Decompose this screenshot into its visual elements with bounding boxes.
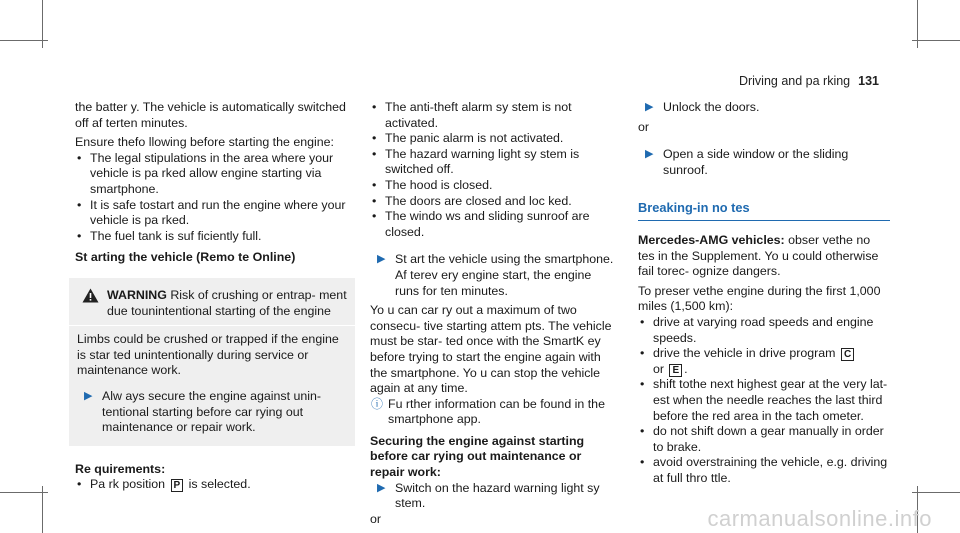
page-header xyxy=(739,74,879,90)
step-arrow-icon: ▶ xyxy=(377,481,386,494)
section-label: Driving and pa rking xyxy=(738,74,851,88)
list-item: • The anti-theft alarm sy stem is not activated. xyxy=(370,100,618,131)
column-2 xyxy=(370,100,618,527)
watermark: carmanualsonline.info xyxy=(707,506,932,532)
step-text: St art the vehicle using the smartphone. Af terev ery engine start, the engine runs for ten minutes. xyxy=(395,252,614,298)
warning-box xyxy=(69,278,355,446)
requirements-label: Re quirements: xyxy=(75,461,166,476)
list-item: • drive at varying road speeds and engine speeds. xyxy=(638,315,890,346)
list-item: • avoid overstraining the vehicle, e.g. driving at full thro ttle. xyxy=(638,455,890,486)
or-text: or xyxy=(638,119,650,134)
warning-step-text: Alw ays secure the engine against unin‐ tentional starting before car rying out maintenance or repair work. xyxy=(102,388,322,435)
requirements-suffix: is selected. xyxy=(188,477,251,492)
step xyxy=(370,481,618,512)
requirements-text: Pa rk position xyxy=(90,477,166,492)
warning-body: Limbs could be crushed or trapped if the engine is star ted unintentionally during service or maintenance work. xyxy=(77,332,339,378)
warning-divider xyxy=(69,325,355,326)
list-item: • The fuel tank is suf ficiently full. xyxy=(75,229,351,245)
section-title: Breaking-in no tes xyxy=(638,200,890,221)
drive-or-text: or xyxy=(653,361,665,376)
list-item: • The hazard warning light sy stem is switched off. xyxy=(370,147,618,178)
step xyxy=(638,100,890,116)
list-item: • drive the vehicle in drive program C or E . xyxy=(638,346,890,377)
step-text: Switch on the hazard warning light sy stem. xyxy=(395,480,600,511)
subheading: Securing the engine against starting before car rying out maintenance or repair work: xyxy=(370,433,585,480)
info-icon: ⓘ xyxy=(371,396,384,411)
crop-mark xyxy=(0,492,48,493)
list-item: • The panic alarm is not activated. xyxy=(370,131,618,147)
step xyxy=(370,252,618,299)
step-arrow-icon: ▶ xyxy=(645,101,654,113)
step-arrow-icon: ▶ xyxy=(645,148,654,161)
drive-program-text: drive the vehicle in drive program xyxy=(653,346,836,361)
preserve-text: To preser vethe engine during the first 1,000 miles (1,500 km): xyxy=(638,283,881,314)
step-arrow-icon: ▶ xyxy=(84,389,93,402)
drive-program-e-icon: E xyxy=(669,364,682,377)
page-number: 131 xyxy=(858,74,879,88)
step-text: Open a side window or the sliding sunroof. xyxy=(663,147,849,177)
list-item: • do not shift down a gear manually in order to brake. xyxy=(638,424,890,455)
list-item: • shift tothe next highest gear at the very lat‐ est when the needle reaches the last third before the red area in the tach ometer. xyxy=(638,377,890,424)
or-text: or xyxy=(370,511,382,526)
crop-mark xyxy=(0,40,48,41)
warning-step xyxy=(77,389,347,436)
lead-bold: Mercedes-AMG vehicles: xyxy=(638,232,785,247)
crop-mark xyxy=(42,486,43,533)
step xyxy=(638,147,890,178)
ensure-label: Ensure thefo llowing before starting the engine: xyxy=(75,135,334,150)
list-item: • The hood is closed. xyxy=(370,178,618,194)
drive-program-c-icon: C xyxy=(841,348,854,361)
list-item: • It is safe tostart and run the engine where your vehicle is pa rked. xyxy=(75,198,351,229)
warning-triangle-icon xyxy=(82,288,99,308)
list-item: • The legal stipulations in the area where your vehicle is pa rked allow engine starting via smartphone. xyxy=(75,151,351,198)
lead-text: obser vethe no tes in the Supplement. Yo u could otherwise fail torec‐ ognize dangers. xyxy=(638,232,879,279)
column-3 xyxy=(638,100,890,486)
list-item xyxy=(75,477,351,493)
step-text: Unlock the doors. xyxy=(663,100,760,114)
list-item: • The doors are closed and loc ked. xyxy=(370,194,618,210)
warning-label: WARNING xyxy=(107,287,167,302)
paragraph: Yo u can car ry out a maximum of two consecu‐ tive starting attem pts. The vehicle must be star‐ ted once with the SmartK ey before trying to start the engine again with the smartphone. Yo u can stop the vehicle again at any time. xyxy=(370,303,612,396)
note xyxy=(370,397,618,428)
lead-paragraph xyxy=(638,233,890,280)
step-arrow-icon: ▶ xyxy=(377,253,386,266)
column-1 xyxy=(75,100,351,493)
section-heading: St arting the vehicle (Remo te Online) xyxy=(75,250,296,265)
intro-text: the batter y. The vehicle is automatically switched off af terten minutes. xyxy=(75,100,346,130)
crop-mark xyxy=(912,40,960,41)
warning-header xyxy=(77,288,347,319)
list-item: • The windo ws and sliding sunroof are closed. xyxy=(370,209,618,240)
park-key-icon: P xyxy=(171,479,184,492)
note-text: Fu rther information can be found in the smartphone app. xyxy=(388,396,605,427)
crop-mark xyxy=(912,492,960,493)
warning-head-text: Risk of crushing or entrap‐ ment due tounintentional starting of the engine xyxy=(107,287,347,318)
